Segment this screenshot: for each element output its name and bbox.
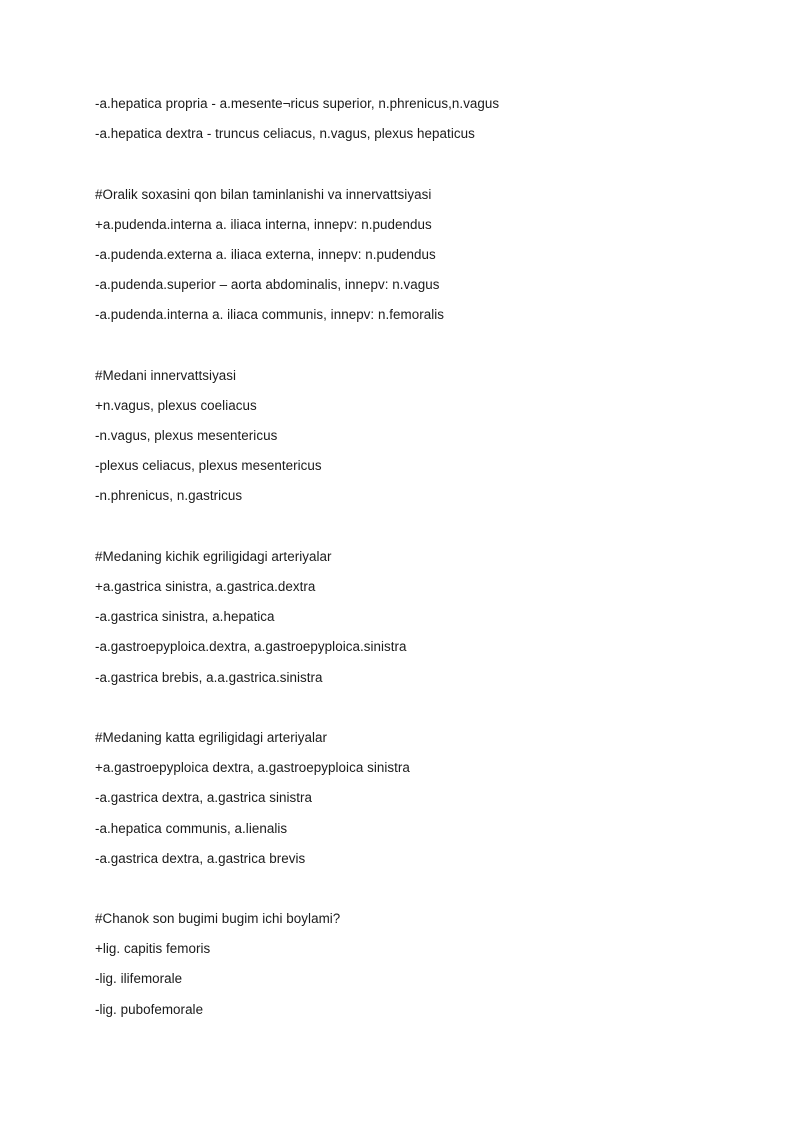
answer-line: -n.vagus, plexus mesentericus [95,428,278,444]
answer-line: -a.hepatica propria - a.mesente¬ricus superior, n.phrenicus,n.vagus [95,96,500,111]
blank-line [95,334,735,364]
answer-line: -a.hepatica communis, a.lienalis [95,820,288,836]
answer-line: -a.gastrica dextra, a.gastrica sinistra [95,790,313,806]
answer-line: -a.gastrica brebis, a.a.gastrica.sinistra [95,669,323,685]
answer-line: -n.phrenicus, n.gastricus [95,488,243,504]
correct-answer-line: +a.gastroepyploica dextra, a.gastroepyploica sinistra [95,760,410,776]
answer-line: -a.pudenda.superior – aorta abdominalis, innepv: n.vagus [95,277,440,293]
question-line: #Medani innervattsiyasi [95,367,237,383]
document-body [95,92,735,1028]
blank-line [95,515,735,545]
question-line: #Medaning kichik egriligidagi arteriyalar [95,548,332,564]
correct-answer-line: +a.pudenda.interna a. iliaca interna, innepv: n.pudendus [95,216,432,232]
question-line: #Chanok son bugimi bugim ichi boylami? [95,911,341,927]
question-line: #Medaning katta egriligidagi arteriyalar [95,729,328,745]
answer-line: -plexus celiacus, plexus mesentericus [95,458,322,474]
answer-line: -a.gastroepyploica.dextra, a.gastroepyploica.sinistra [95,639,407,655]
blank-line [95,877,735,907]
answer-line: -a.pudenda.externa a. iliaca externa, innepv: n.pudendus [95,246,436,262]
question-line: #Oralik soxasini qon bilan taminlanishi va innervattsiyasi [95,186,432,202]
blank-line [95,696,735,726]
answer-line: -a.hepatica dextra - truncus celiacus, n.vagus, plexus hepaticus [95,126,475,142]
correct-answer-line: +n.vagus, plexus coeliacus [95,397,257,413]
answer-line: -a.gastrica dextra, a.gastrica brevis [95,850,306,866]
answer-line: -lig. ilifemorale [95,971,183,987]
correct-answer-line: +a.gastrica sinistra, a.gastrica.dextra [95,579,316,594]
blank-line [95,152,735,182]
correct-answer-line: +lig. capitis femoris [95,941,211,957]
answer-line: -a.pudenda.interna a. iliaca communis, innepv: n.femoralis [95,307,445,323]
answer-line: -a.gastrica sinistra, a.hepatica [95,609,275,625]
answer-line: -lig. pubofemorale [95,1001,204,1017]
